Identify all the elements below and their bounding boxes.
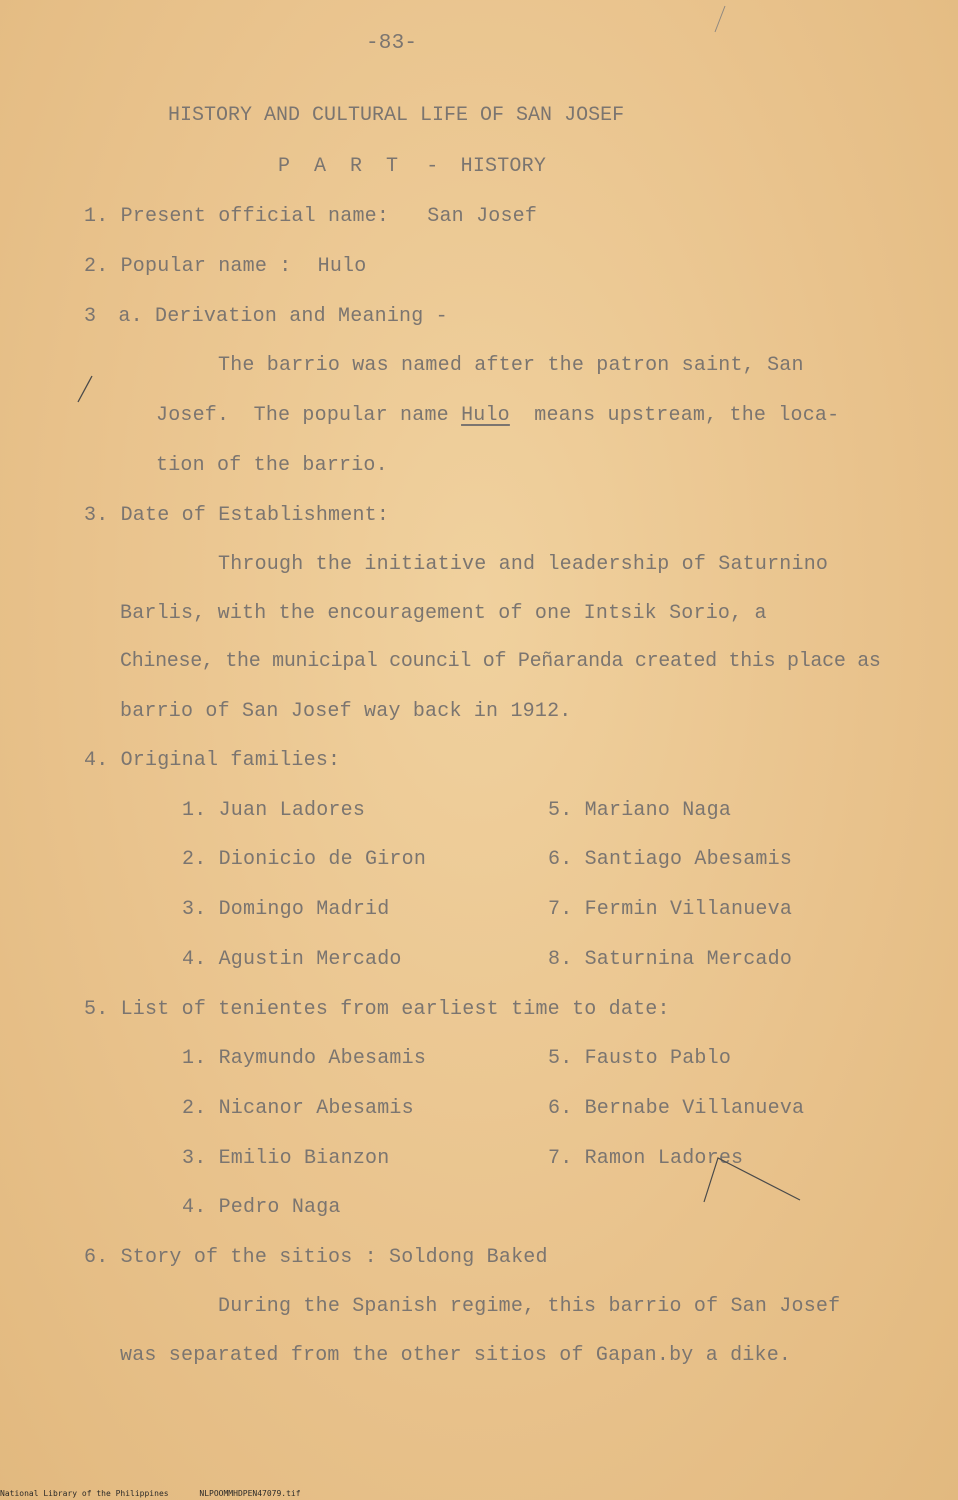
item-3-line-1: Through the initiative and leadership of Saturnino [218, 553, 829, 576]
teniente-6: 6. Bernabe Villanueva [548, 1097, 805, 1120]
margin-slash-mark [70, 372, 100, 406]
teniente-3: 3. Emilio Bianzon [182, 1147, 390, 1170]
item-1 [84, 205, 537, 229]
teniente-1: 1. Raymundo Abesamis [182, 1047, 427, 1070]
teniente-2: 2. Nicanor Abesamis [182, 1097, 414, 1120]
item-3a-label: a. Derivation and Meaning - [118, 305, 448, 328]
item-2-value: Hulo [317, 255, 367, 278]
item-3a-line-2-post: means upstream, the loca- [509, 404, 840, 427]
footer-file: NLPOOMMHDPEN47079.tif [199, 1489, 301, 1498]
teniente-4: 4. Pedro Naga [182, 1196, 341, 1219]
item-1-label: 1. Present official name: [84, 205, 390, 228]
item-3a-number: 3 [84, 305, 97, 328]
document-title: HISTORY AND CULTURAL LIFE OF SAN JOSEF [168, 104, 625, 127]
item-3-line-4: barrio of San Josef way back in 1912. [120, 700, 572, 723]
family-7: 7. Fermin Villanueva [548, 898, 793, 921]
family-2: 2. Dionicio de Giron [182, 848, 427, 871]
item-3-line-3: Chinese, the municipal council of Peñaranda created this place as [120, 650, 881, 673]
family-3: 3. Domingo Madrid [182, 898, 390, 921]
page-number: -83- [366, 32, 418, 55]
item-3a-line-2-pre: Josef. The popular name [156, 404, 462, 427]
footer-library: National Library of the Philippines [0, 1489, 169, 1498]
family-1: 1. Juan Ladores [182, 799, 366, 822]
item-6-line-1: During the Spanish regime, this barrio of San Josef [218, 1295, 841, 1318]
hulo-underlined: Hulo [461, 404, 510, 427]
part-dash: - [426, 155, 439, 178]
family-6: 6. Santiago Abesamis [548, 848, 793, 871]
item-6-label: 6. Story of the sitios : Soldong Baked [84, 1246, 548, 1269]
part-name: HISTORY [460, 155, 547, 178]
item-2 [84, 255, 366, 279]
family-4: 4. Agustin Mercado [182, 948, 402, 971]
item-1-value: San Josef [427, 205, 538, 228]
family-5: 5. Mariano Naga [548, 799, 732, 822]
item-3a-line-1: The barrio was named after the patron saint, San [218, 354, 804, 377]
item-3a [84, 305, 448, 329]
family-8: 8. Saturnina Mercado [548, 948, 793, 971]
part-heading [278, 155, 546, 179]
top-right-pen-stroke [705, 2, 735, 42]
handwritten-check-mark [690, 1140, 810, 1210]
item-6-line-2: was separated from the other sitios of Gapan.by a dike. [120, 1344, 792, 1367]
footer [0, 1489, 301, 1499]
teniente-5: 5. Fausto Pablo [548, 1047, 732, 1070]
item-3a-line-2 [156, 404, 839, 428]
item-4-label: 4. Original families: [84, 749, 341, 772]
item-3-label: 3. Date of Establishment: [84, 504, 390, 527]
item-2-label: 2. Popular name : [84, 255, 292, 278]
teniente-7: 7. Ramon Ladores [548, 1147, 744, 1170]
item-5-label: 5. List of tenientes from earliest time to date: [84, 998, 670, 1021]
part-label: P A R T [278, 155, 405, 178]
item-3-line-2: Barlis, with the encouragement of one Intsik Sorio, a [120, 602, 767, 625]
item-3a-line-3: tion of the barrio. [156, 454, 388, 477]
